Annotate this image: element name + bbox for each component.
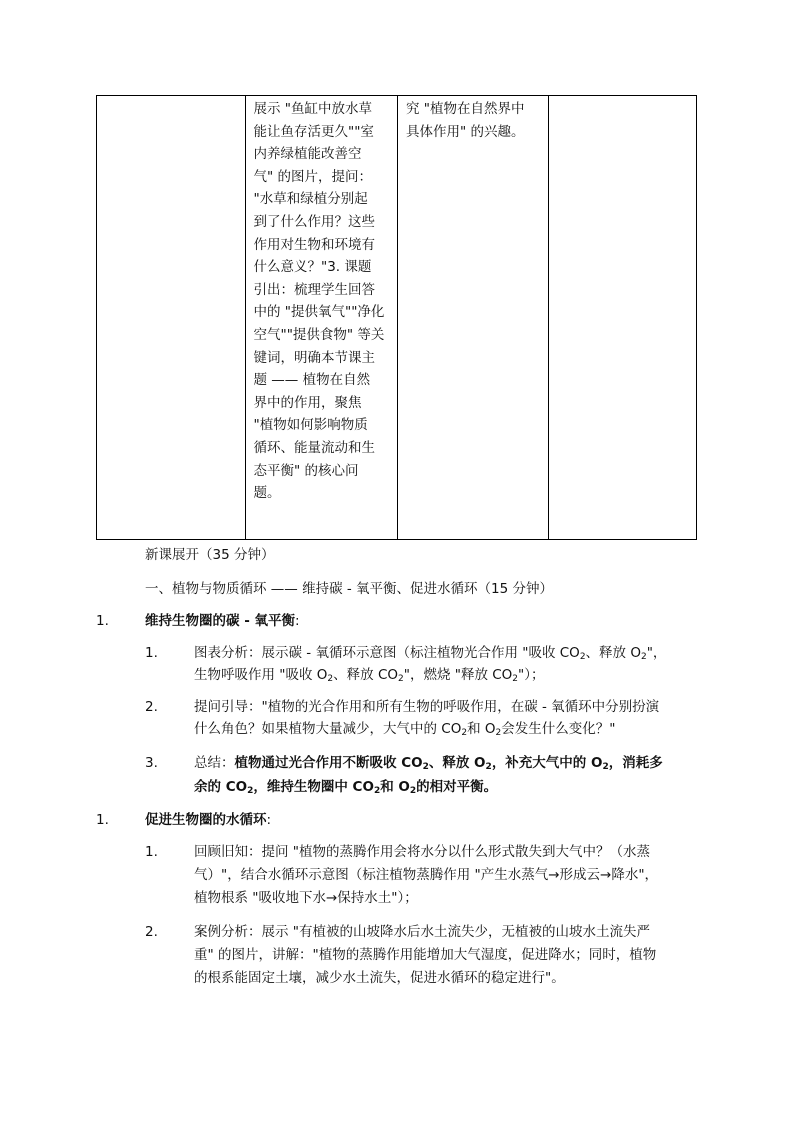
step-text: 重" 的图片，讲解："植物的蒸腾作用能增加大气湿度，促进降水；同时，植物 (194, 947, 657, 963)
step-text: 提问引导："植物的光合作用和所有生物的呼吸作用，在碳 - 氧循环中分别扮演 (194, 699, 660, 715)
table-cell-col4 (549, 96, 696, 539)
table-cell-col1 (97, 96, 246, 539)
step-text: 的根系能固定土壤，减少水土流失，促进水循环的稳定进行"。 (194, 970, 565, 986)
step-number: 2. (145, 924, 158, 940)
step-number: 2. (145, 699, 158, 715)
table-cell-col2: 展示 "鱼缸中放水草 能让鱼存活更久""室 内养绿植能改善空 气" 的图片，提问： "水草和绿植分别起 到了什么作用？这些 作用对生物和环境有 什么意义？"3. 课题 引出：梳理学生回答 中的 "提供氧气""净化 空气""提供食物" 等关 键词，明确本节课主 题 —— 植物在自然 界中的作用，聚焦 "植物如何影响物质 循环、能量流动和生 态平衡" 的核心问 题。 (246, 96, 398, 539)
step-text: 案例分析：展示 "有植被的山坡降水后水土流失少，无植被的山坡水土流失严 (194, 924, 650, 940)
step-text: 什么角色？如果植物大量减少，大气中的 $CO_2$和 $O_2$会发生什么变化？" (194, 721, 616, 738)
step-text: 气）"，结合水循环示意图（标注植物蒸腾作用 "产生水蒸气→形成云→降水"， (194, 867, 659, 883)
lesson-table (96, 95, 697, 540)
step-text: 生物呼吸作用 "吸收 $O_2$、释放 $CO_2$"，燃烧 "释放 $CO_2$"）； (194, 667, 545, 684)
step-number: 1. (145, 844, 158, 860)
item-title: 促进生物圈的水循环: (145, 812, 272, 828)
step-text: 回顾旧知：提问 "植物的蒸腾作用会将水分以什么形式散失到大气中？（水蒸 (194, 844, 650, 860)
step-text: 图表分析：展示碳 - 氧循环示意图（标注植物光合作用 "吸收 $CO_2$、释放 $O_2$"， (194, 645, 667, 662)
step-text: 植物根系 "吸收地下水→保持水土"）； (194, 890, 418, 906)
item-title: 维持生物圈的碳 - 氧平衡: (145, 613, 300, 629)
table-cell-col3: 究 "植物在自然界中 具体作用" 的兴趣。 (398, 96, 550, 539)
subsection-heading: 一、植物与物质循环 —— 维持碳 - 氧平衡、促进水循环（15 分钟） (145, 581, 554, 597)
item-number: 1. (96, 613, 109, 629)
step-number: 1. (145, 645, 158, 661)
step-text: 余的 $CO_2$，维持生物圈中 $CO_2$和 $O_2$的相对平衡。 (194, 779, 498, 796)
step-number: 3. (145, 755, 158, 771)
step-text: 总结：植物通过光合作用不断吸收 $CO_2$、释放 $O_2$，补充大气中的 $O_2$，消耗多 (194, 755, 663, 772)
section-heading: 新课展开（35 分钟） (145, 547, 275, 563)
item-number: 1. (96, 812, 109, 828)
